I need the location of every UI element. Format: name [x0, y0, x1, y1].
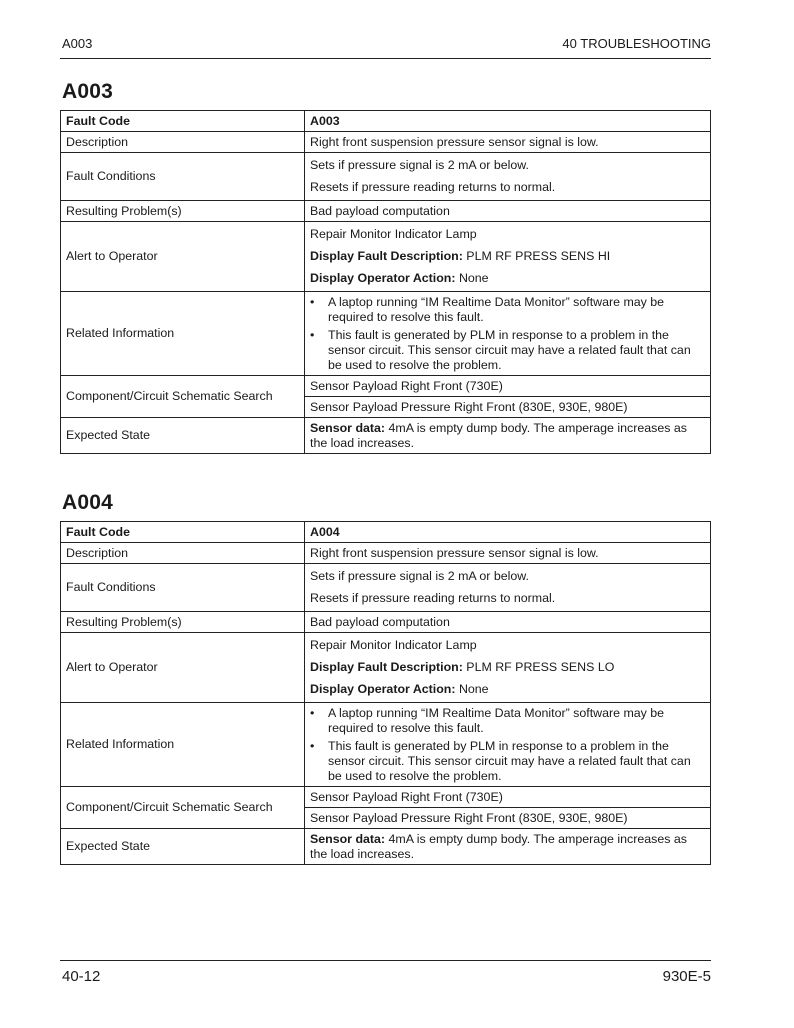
bullet-item [310, 328, 705, 373]
fault-table [60, 521, 711, 865]
bullet-text: This fault is generated by PLM in response to a problem in the sensor circuit. This sensor circuit may have a related fault that can be used to resolve the problem. [328, 327, 691, 372]
table-row [61, 111, 711, 132]
model-number: 930E-5 [662, 968, 711, 985]
row-value: Sensor Payload Right Front (730E) [305, 376, 711, 397]
expected-bold: Sensor data: [310, 420, 386, 435]
condition-line: Resets if pressure reading returns to normal. [310, 591, 556, 605]
row-value [305, 564, 711, 612]
row-label: Resulting Problem(s) [61, 201, 305, 222]
table-row [61, 522, 711, 543]
alert-line: Repair Monitor Indicator Lamp [310, 227, 477, 241]
row-value [305, 829, 711, 865]
row-label: Fault Code [61, 111, 305, 132]
header-rule [60, 58, 711, 59]
table-row [61, 543, 711, 564]
table-row [61, 829, 711, 865]
row-value: Sensor Payload Pressure Right Front (830E, 930E, 980E) [305, 808, 711, 829]
page-header-left: A003 [62, 36, 93, 51]
expected-text: 4mA is empty dump body. The amperage increases as the load increases. [310, 831, 687, 861]
alert-operator-action [310, 682, 705, 697]
table-row [61, 633, 711, 703]
page-header-right: 40 TROUBLESHOOTING [562, 36, 711, 51]
row-value: A004 [305, 522, 711, 543]
row-value: Bad payload computation [305, 201, 711, 222]
table-row [61, 787, 711, 808]
bullet-text: A laptop running “IM Realtime Data Monitor” software may be required to resolve this fault. [328, 705, 665, 735]
row-value [305, 153, 711, 201]
row-label: Expected State [61, 829, 305, 865]
row-label: Component/Circuit Schematic Search [61, 376, 305, 418]
row-label: Resulting Problem(s) [61, 612, 305, 633]
alert-fault-description [310, 249, 705, 264]
alert-operator-action-label: Display Operator Action: [310, 682, 456, 696]
row-value: Sensor Payload Pressure Right Front (830E, 930E, 980E) [305, 397, 711, 418]
row-label: Description [61, 543, 305, 564]
row-value [305, 222, 711, 292]
alert-fault-description-label: Display Fault Description: [310, 660, 463, 674]
table-row [61, 612, 711, 633]
row-label: Related Information [61, 703, 305, 787]
row-label: Description [61, 132, 305, 153]
row-label: Component/Circuit Schematic Search [61, 787, 305, 829]
bullet-icon: • [310, 327, 315, 342]
row-value: Right front suspension pressure sensor signal is low. [305, 132, 711, 153]
table-row [61, 703, 711, 787]
row-value [305, 418, 711, 454]
row-value: Right front suspension pressure sensor signal is low. [305, 543, 711, 564]
row-label: Expected State [61, 418, 305, 454]
condition-line: Sets if pressure signal is 2 mA or below. [310, 158, 530, 172]
bullet-text: A laptop running “IM Realtime Data Monitor” software may be required to resolve this fault. [328, 294, 665, 324]
condition-line: Sets if pressure signal is 2 mA or below. [310, 569, 530, 583]
alert-fault-description [310, 660, 705, 675]
alert-fault-description-value: PLM RF PRESS SENS LO [462, 660, 615, 674]
section-title: A004 [62, 491, 114, 514]
row-label: Fault Conditions [61, 153, 305, 201]
row-label: Fault Conditions [61, 564, 305, 612]
expected-text: 4mA is empty dump body. The amperage increases as the load increases. [310, 420, 687, 450]
alert-operator-action [310, 271, 705, 286]
table-row [61, 292, 711, 376]
expected-bold: Sensor data: [310, 831, 386, 846]
table-row [61, 222, 711, 292]
bullet-text: This fault is generated by PLM in response to a problem in the sensor circuit. This sensor circuit may have a related fault that can be used to resolve the problem. [328, 738, 691, 783]
row-label: Alert to Operator [61, 222, 305, 292]
alert-line: Repair Monitor Indicator Lamp [310, 638, 477, 652]
table-row [61, 376, 711, 397]
row-label: Alert to Operator [61, 633, 305, 703]
row-value [305, 292, 711, 376]
row-value: Bad payload computation [305, 612, 711, 633]
row-value [305, 633, 711, 703]
page-number: 40-12 [62, 968, 101, 985]
bullet-item [310, 739, 705, 784]
bullet-icon: • [310, 294, 315, 309]
section-title: A003 [62, 80, 114, 103]
alert-fault-description-label: Display Fault Description: [310, 249, 463, 263]
table-row [61, 153, 711, 201]
row-value [305, 703, 711, 787]
alert-operator-action-value: None [455, 271, 489, 285]
table-row [61, 132, 711, 153]
bullet-item [310, 706, 705, 736]
bullet-item [310, 295, 705, 325]
bullet-icon: • [310, 705, 315, 720]
row-value: A003 [305, 111, 711, 132]
row-value: Sensor Payload Right Front (730E) [305, 787, 711, 808]
bullet-icon: • [310, 738, 315, 753]
alert-fault-description-value: PLM RF PRESS SENS HI [462, 249, 611, 263]
alert-operator-action-value: None [455, 682, 489, 696]
table-row [61, 418, 711, 454]
fault-table [60, 110, 711, 454]
row-label: Related Information [61, 292, 305, 376]
footer-rule [60, 960, 711, 961]
condition-line: Resets if pressure reading returns to normal. [310, 180, 556, 194]
row-label: Fault Code [61, 522, 305, 543]
table-row [61, 201, 711, 222]
table-row [61, 564, 711, 612]
alert-operator-action-label: Display Operator Action: [310, 271, 456, 285]
